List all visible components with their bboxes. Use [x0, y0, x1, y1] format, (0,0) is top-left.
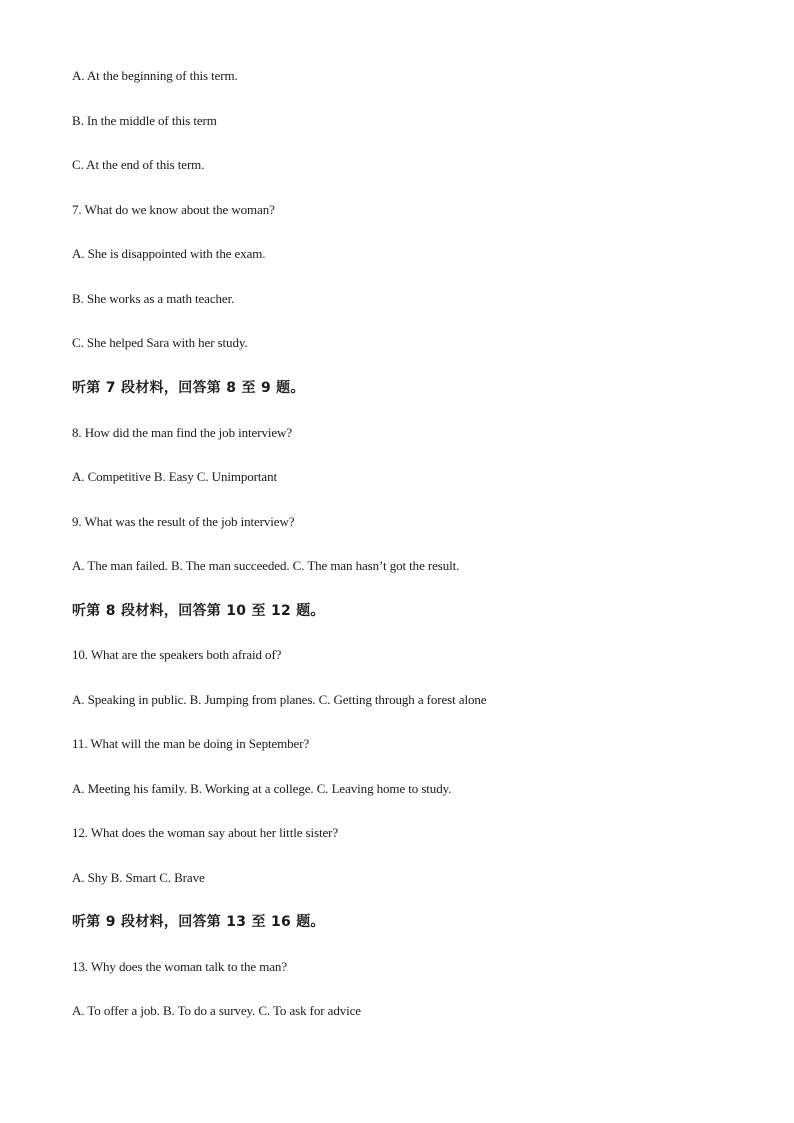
option-line: A. Competitive B. Easy C. Unimportant	[72, 469, 278, 484]
question-line: 9. What was the result of the job interview?	[72, 514, 295, 529]
question-line: 12. What does the woman say about her little sister?	[72, 825, 339, 840]
option-line: B. In the middle of this term	[72, 113, 217, 128]
option-line: A. She is disappointed with the exam.	[72, 246, 266, 261]
option-line: A. Speaking in public. B. Jumping from planes. C. Getting through a forest alone	[72, 692, 487, 707]
option-line: A. To offer a job. B. To do a survey. C. To ask for advice	[72, 1003, 361, 1018]
option-line: C. She helped Sara with her study.	[72, 335, 248, 350]
question-line: 13. Why does the woman talk to the man?	[72, 959, 288, 974]
section-heading: 听第 8 段材料，回答第 10 至 12 题。	[72, 603, 325, 619]
option-line: A. Meeting his family. B. Working at a college. C. Leaving home to study.	[72, 781, 452, 796]
question-line: 7. What do we know about the woman?	[72, 202, 275, 217]
question-line: 10. What are the speakers both afraid of?	[72, 647, 282, 662]
option-line: A. At the beginning of this term.	[72, 68, 238, 83]
option-line: A. The man failed. B. The man succeeded. C. The man hasn’t got the result.	[72, 558, 460, 573]
option-line: A. Shy B. Smart C. Brave	[72, 870, 205, 885]
section-heading: 听第 7 段材料，回答第 8 至 9 题。	[72, 380, 305, 396]
section-heading: 听第 9 段材料，回答第 13 至 16 题。	[72, 914, 325, 930]
option-line: B. She works as a math teacher.	[72, 291, 235, 306]
question-line: 8. How did the man find the job interview?	[72, 425, 292, 440]
question-line: 11. What will the man be doing in September?	[72, 736, 310, 751]
option-line: C. At the end of this term.	[72, 157, 205, 172]
